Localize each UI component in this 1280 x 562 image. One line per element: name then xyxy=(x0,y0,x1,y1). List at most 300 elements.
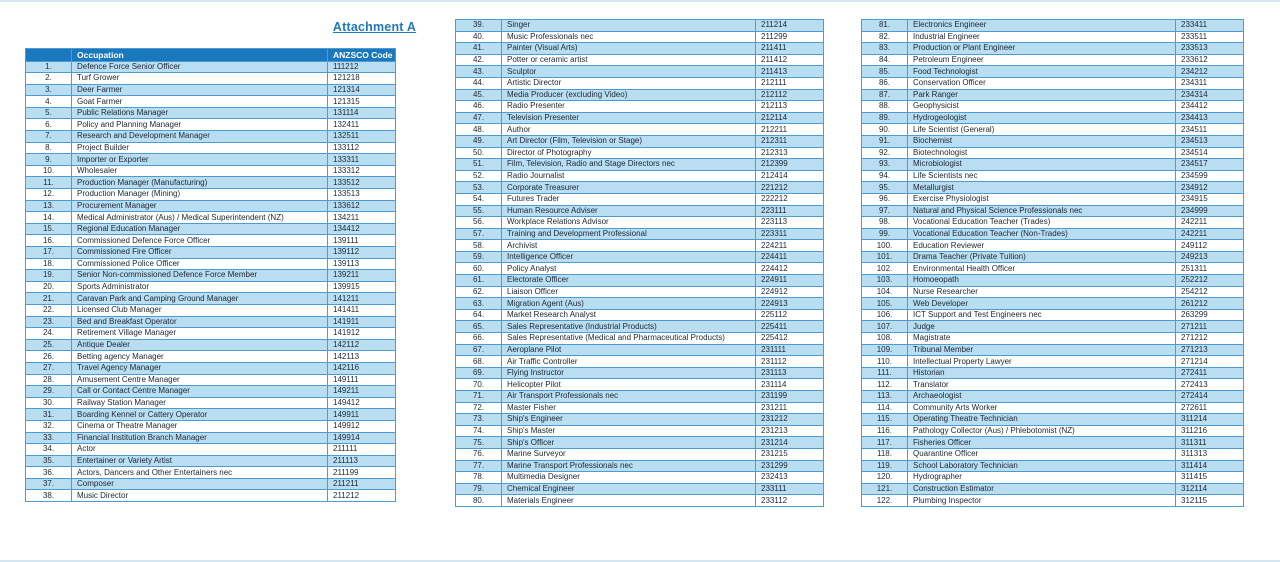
code-cell: 272611 xyxy=(1176,402,1244,414)
table-row xyxy=(456,483,824,495)
occupation-cell: Biochemist xyxy=(908,135,1176,147)
code-cell: 231199 xyxy=(756,391,824,403)
table-row xyxy=(862,251,1244,263)
row-number: 11. xyxy=(26,177,72,189)
table-row xyxy=(862,448,1244,460)
occupation-cell: Construction Estimator xyxy=(908,483,1176,495)
occupation-cell: Migration Agent (Aus) xyxy=(502,298,756,310)
occupation-cell: Sales Representative (Medical and Pharmaceutical Products) xyxy=(502,333,756,345)
occupation-cell: Entertainer or Variety Artist xyxy=(72,455,328,467)
occupation-cell: Park Ranger xyxy=(908,89,1176,101)
occupation-cell: Call or Contact Centre Manager xyxy=(72,386,328,398)
occupation-cell: Drama Teacher (Private Tuition) xyxy=(908,251,1176,263)
table-row xyxy=(26,73,396,85)
table-row xyxy=(862,20,1244,32)
table-row xyxy=(26,420,396,432)
row-number: 17. xyxy=(26,247,72,259)
table-row xyxy=(456,66,824,78)
occupation-cell: Metallurgist xyxy=(908,182,1176,194)
row-number: 69. xyxy=(456,367,502,379)
occupation-cell: Film, Television, Radio and Stage Directors nec xyxy=(502,159,756,171)
occupation-cell: Tribunal Member xyxy=(908,344,1176,356)
table-row xyxy=(862,367,1244,379)
code-cell: 134211 xyxy=(328,212,396,224)
table-row xyxy=(26,281,396,293)
table-row xyxy=(456,367,824,379)
code-cell: 111212 xyxy=(328,61,396,73)
occupation-cell: Operating Theatre Technician xyxy=(908,414,1176,426)
occupation-cell: Painter (Visual Arts) xyxy=(502,43,756,55)
code-cell: 234413 xyxy=(1176,112,1244,124)
code-cell: 211199 xyxy=(328,467,396,479)
code-cell: 132411 xyxy=(328,119,396,131)
row-number: 115. xyxy=(862,414,908,426)
row-number: 81. xyxy=(862,20,908,32)
code-cell: 139915 xyxy=(328,281,396,293)
code-cell: 263299 xyxy=(1176,309,1244,321)
row-number: 84. xyxy=(862,54,908,66)
occupation-cell: Travel Agency Manager xyxy=(72,362,328,374)
row-number: 51. xyxy=(456,159,502,171)
row-number: 6. xyxy=(26,119,72,131)
row-number: 104. xyxy=(862,286,908,298)
code-cell: 131114 xyxy=(328,107,396,119)
table-row xyxy=(26,397,396,409)
row-number: 107. xyxy=(862,321,908,333)
row-number: 39. xyxy=(456,20,502,32)
row-number: 26. xyxy=(26,351,72,363)
occupation-cell: Regional Education Manager xyxy=(72,223,328,235)
occupation-cell: Composer xyxy=(72,478,328,490)
occupation-cell: Policy and Planning Manager xyxy=(72,119,328,131)
table-row xyxy=(26,374,396,386)
row-number: 67. xyxy=(456,344,502,356)
table-header-row xyxy=(26,49,396,62)
occupation-cell: Ship's Engineer xyxy=(502,414,756,426)
occupation-cell: Natural and Physical Science Professionals nec xyxy=(908,205,1176,217)
code-cell: 233111 xyxy=(756,483,824,495)
code-cell: 311415 xyxy=(1176,472,1244,484)
table-row xyxy=(862,425,1244,437)
occupation-table-1 xyxy=(25,48,396,502)
table-row xyxy=(862,379,1244,391)
row-number: 121. xyxy=(862,483,908,495)
code-cell: 133311 xyxy=(328,154,396,166)
row-number: 45. xyxy=(456,89,502,101)
table-row xyxy=(456,414,824,426)
table-row xyxy=(26,212,396,224)
row-number: 77. xyxy=(456,460,502,472)
table-row xyxy=(862,391,1244,403)
occupation-cell: Actors, Dancers and Other Entertainers nec xyxy=(72,467,328,479)
code-cell: 133612 xyxy=(328,200,396,212)
row-number: 103. xyxy=(862,275,908,287)
table-row xyxy=(862,54,1244,66)
table-row xyxy=(862,275,1244,287)
code-cell: 211413 xyxy=(756,66,824,78)
code-cell: 233612 xyxy=(1176,54,1244,66)
row-number: 49. xyxy=(456,135,502,147)
occupation-cell: Aeroplane Pilot xyxy=(502,344,756,356)
code-cell: 231212 xyxy=(756,414,824,426)
code-cell: 251311 xyxy=(1176,263,1244,275)
occupation-cell: ICT Support and Test Engineers nec xyxy=(908,309,1176,321)
row-number: 82. xyxy=(862,31,908,43)
row-number: 64. xyxy=(456,309,502,321)
row-number: 54. xyxy=(456,193,502,205)
row-number: 47. xyxy=(456,112,502,124)
table-row xyxy=(26,84,396,96)
code-cell: 234412 xyxy=(1176,101,1244,113)
occupation-cell: Archivist xyxy=(502,240,756,252)
row-number: 62. xyxy=(456,286,502,298)
occupation-cell: Betting agency Manager xyxy=(72,351,328,363)
table-row xyxy=(862,460,1244,472)
code-cell: 212112 xyxy=(756,89,824,101)
occupation-cell: Chemical Engineer xyxy=(502,483,756,495)
table-row xyxy=(26,258,396,270)
row-number: 63. xyxy=(456,298,502,310)
row-number: 88. xyxy=(862,101,908,113)
code-cell: 223311 xyxy=(756,228,824,240)
occupation-cell: Geophysicist xyxy=(908,101,1176,113)
table-row xyxy=(456,135,824,147)
code-cell: 224211 xyxy=(756,240,824,252)
table-row xyxy=(26,351,396,363)
code-cell: 272411 xyxy=(1176,367,1244,379)
row-number: 60. xyxy=(456,263,502,275)
table-row xyxy=(456,147,824,159)
code-cell: 149912 xyxy=(328,420,396,432)
row-number: 9. xyxy=(26,154,72,166)
code-cell: 142116 xyxy=(328,362,396,374)
occupation-cell: Antique Dealer xyxy=(72,339,328,351)
row-number: 122. xyxy=(862,495,908,507)
table-row xyxy=(862,344,1244,356)
table-row xyxy=(456,20,824,32)
code-cell: 234513 xyxy=(1176,135,1244,147)
occupation-cell: Production Manager (Manufacturing) xyxy=(72,177,328,189)
row-number: 25. xyxy=(26,339,72,351)
table-row xyxy=(456,217,824,229)
table-row xyxy=(862,263,1244,275)
occupation-cell: Procurement Manager xyxy=(72,200,328,212)
row-number: 19. xyxy=(26,270,72,282)
code-cell: 233513 xyxy=(1176,43,1244,55)
code-cell: 231112 xyxy=(756,356,824,368)
occupation-cell: Railway Station Manager xyxy=(72,397,328,409)
code-cell: 141211 xyxy=(328,293,396,305)
table-row xyxy=(456,124,824,136)
occupation-cell: Ship's Officer xyxy=(502,437,756,449)
table-row xyxy=(862,321,1244,333)
table-row xyxy=(862,286,1244,298)
occupation-cell: Financial Institution Branch Manager xyxy=(72,432,328,444)
code-cell: 141911 xyxy=(328,316,396,328)
table-row xyxy=(456,495,824,507)
row-number: 48. xyxy=(456,124,502,136)
row-number: 65. xyxy=(456,321,502,333)
row-number: 90. xyxy=(862,124,908,136)
code-cell: 212111 xyxy=(756,77,824,89)
row-number: 24. xyxy=(26,328,72,340)
code-cell: 249112 xyxy=(1176,240,1244,252)
row-number: 73. xyxy=(456,414,502,426)
table-row xyxy=(26,107,396,119)
table-row xyxy=(456,321,824,333)
table-row xyxy=(456,54,824,66)
table-row xyxy=(862,472,1244,484)
occupation-cell: Licensed Club Manager xyxy=(72,304,328,316)
code-cell: 212399 xyxy=(756,159,824,171)
table-row xyxy=(26,200,396,212)
code-cell: 121315 xyxy=(328,96,396,108)
row-number: 78. xyxy=(456,472,502,484)
occupation-cell: Cinema or Theatre Manager xyxy=(72,420,328,432)
occupation-cell: Commissioned Police Officer xyxy=(72,258,328,270)
table-row xyxy=(26,409,396,421)
code-cell: 312114 xyxy=(1176,483,1244,495)
occupation-cell: Wholesaler xyxy=(72,165,328,177)
table-row xyxy=(862,124,1244,136)
row-number: 12. xyxy=(26,189,72,201)
code-cell: 211111 xyxy=(328,444,396,456)
occupation-cell: Policy Analyst xyxy=(502,263,756,275)
occupation-cell: Vocational Education Teacher (Trades) xyxy=(908,217,1176,229)
row-number: 29. xyxy=(26,386,72,398)
row-number: 83. xyxy=(862,43,908,55)
table-row xyxy=(862,205,1244,217)
table-row xyxy=(862,217,1244,229)
row-number: 108. xyxy=(862,333,908,345)
row-number: 52. xyxy=(456,170,502,182)
row-number: 1. xyxy=(26,61,72,73)
row-number: 41. xyxy=(456,43,502,55)
code-cell: 234314 xyxy=(1176,89,1244,101)
occupation-cell: Community Arts Worker xyxy=(908,402,1176,414)
occupation-cell: Vocational Education Teacher (Non-Trades) xyxy=(908,228,1176,240)
table-row xyxy=(26,189,396,201)
code-cell: 149211 xyxy=(328,386,396,398)
code-cell: 212113 xyxy=(756,101,824,113)
row-number: 98. xyxy=(862,217,908,229)
code-cell: 225112 xyxy=(756,309,824,321)
occupation-cell: Environmental Health Officer xyxy=(908,263,1176,275)
occupation-cell: Caravan Park and Camping Ground Manager xyxy=(72,293,328,305)
occupation-cell: Multimedia Designer xyxy=(502,472,756,484)
occupation-cell: Quarantine Officer xyxy=(908,448,1176,460)
code-cell: 234514 xyxy=(1176,147,1244,159)
table-row xyxy=(862,135,1244,147)
code-cell: 225411 xyxy=(756,321,824,333)
table-row xyxy=(26,177,396,189)
occupation-cell: Plumbing Inspector xyxy=(908,495,1176,507)
occupation-cell: Exercise Physiologist xyxy=(908,193,1176,205)
occupation-cell: Life Scientist (General) xyxy=(908,124,1176,136)
row-number: 13. xyxy=(26,200,72,212)
code-cell: 133513 xyxy=(328,189,396,201)
code-cell: 212414 xyxy=(756,170,824,182)
occupation-cell: Pathology Collector (Aus) / Phlebotomist (NZ) xyxy=(908,425,1176,437)
code-cell: 211214 xyxy=(756,20,824,32)
code-cell: 149911 xyxy=(328,409,396,421)
row-number: 95. xyxy=(862,182,908,194)
occupation-cell: Turf Grower xyxy=(72,73,328,85)
code-cell: 261212 xyxy=(1176,298,1244,310)
code-cell: 141411 xyxy=(328,304,396,316)
table-row xyxy=(862,159,1244,171)
occupation-cell: Actor xyxy=(72,444,328,456)
code-cell: 142113 xyxy=(328,351,396,363)
occupation-cell: School Laboratory Technician xyxy=(908,460,1176,472)
code-cell: 212114 xyxy=(756,112,824,124)
code-cell: 212313 xyxy=(756,147,824,159)
occupation-cell: Marine Transport Professionals nec xyxy=(502,460,756,472)
occupation-cell: Web Developer xyxy=(908,298,1176,310)
occupation-cell: Potter or ceramic artist xyxy=(502,54,756,66)
table-row xyxy=(862,356,1244,368)
table-row xyxy=(862,333,1244,345)
header-anzsco-code: ANZSCO Code xyxy=(328,49,396,62)
table-row xyxy=(862,402,1244,414)
row-number: 5. xyxy=(26,107,72,119)
code-cell: 249213 xyxy=(1176,251,1244,263)
code-cell: 133312 xyxy=(328,165,396,177)
code-cell: 212311 xyxy=(756,135,824,147)
occupation-cell: Bed and Breakfast Operator xyxy=(72,316,328,328)
code-cell: 231114 xyxy=(756,379,824,391)
occupation-table-2 xyxy=(455,19,824,507)
table-row xyxy=(862,31,1244,43)
table-row xyxy=(456,298,824,310)
table-row xyxy=(26,316,396,328)
table-row xyxy=(456,263,824,275)
row-number: 97. xyxy=(862,205,908,217)
table-row xyxy=(456,251,824,263)
code-cell: 211212 xyxy=(328,490,396,502)
code-cell: 133512 xyxy=(328,177,396,189)
row-number: 112. xyxy=(862,379,908,391)
row-number: 38. xyxy=(26,490,72,502)
code-cell: 225412 xyxy=(756,333,824,345)
occupation-cell: Production or Plant Engineer xyxy=(908,43,1176,55)
occupation-cell: Human Resource Adviser xyxy=(502,205,756,217)
row-number: 101. xyxy=(862,251,908,263)
occupation-cell: Archaeologist xyxy=(908,391,1176,403)
table-row xyxy=(26,328,396,340)
code-cell: 231113 xyxy=(756,367,824,379)
code-cell: 234999 xyxy=(1176,205,1244,217)
table-row xyxy=(456,402,824,414)
row-number: 109. xyxy=(862,344,908,356)
occupation-cell: Electronics Engineer xyxy=(908,20,1176,32)
row-number: 58. xyxy=(456,240,502,252)
row-number: 35. xyxy=(26,455,72,467)
table-row xyxy=(862,495,1244,507)
table-row xyxy=(456,333,824,345)
row-number: 71. xyxy=(456,391,502,403)
row-number: 72. xyxy=(456,402,502,414)
row-number: 22. xyxy=(26,304,72,316)
row-number: 33. xyxy=(26,432,72,444)
table-row xyxy=(862,228,1244,240)
table-row xyxy=(456,286,824,298)
occupation-cell: Deer Farmer xyxy=(72,84,328,96)
row-number: 3. xyxy=(26,84,72,96)
row-number: 43. xyxy=(456,66,502,78)
row-number: 53. xyxy=(456,182,502,194)
table-row xyxy=(456,31,824,43)
code-cell: 272413 xyxy=(1176,379,1244,391)
table-row xyxy=(862,298,1244,310)
occupation-cell: Director of Photography xyxy=(502,147,756,159)
row-number: 94. xyxy=(862,170,908,182)
code-cell: 222212 xyxy=(756,193,824,205)
table-row xyxy=(26,455,396,467)
occupation-cell: Nurse Researcher xyxy=(908,286,1176,298)
code-cell: 231213 xyxy=(756,425,824,437)
row-number: 27. xyxy=(26,362,72,374)
table-row xyxy=(456,182,824,194)
table-row xyxy=(456,228,824,240)
occupation-cell: Radio Journalist xyxy=(502,170,756,182)
table-row xyxy=(456,356,824,368)
row-number: 14. xyxy=(26,212,72,224)
table-row xyxy=(26,270,396,282)
occupation-cell: Television Presenter xyxy=(502,112,756,124)
occupation-cell: Medical Administrator (Aus) / Medical Superintendent (NZ) xyxy=(72,212,328,224)
code-cell: 311313 xyxy=(1176,448,1244,460)
occupation-cell: Commissioned Defence Force Officer xyxy=(72,235,328,247)
occupation-cell: Hydrogeologist xyxy=(908,112,1176,124)
occupation-cell: Air Transport Professionals nec xyxy=(502,391,756,403)
occupation-table-2-grid xyxy=(455,19,824,507)
table-row xyxy=(456,159,824,171)
row-number: 116. xyxy=(862,425,908,437)
code-cell: 121314 xyxy=(328,84,396,96)
code-cell: 254212 xyxy=(1176,286,1244,298)
table-row xyxy=(26,223,396,235)
occupation-cell: Author xyxy=(502,124,756,136)
table-row xyxy=(26,293,396,305)
occupation-cell: Marine Surveyor xyxy=(502,448,756,460)
occupation-cell: Senior Non-commissioned Defence Force Member xyxy=(72,270,328,282)
row-number: 118. xyxy=(862,448,908,460)
code-cell: 312115 xyxy=(1176,495,1244,507)
occupation-cell: Futures Trader xyxy=(502,193,756,205)
occupation-cell: Petroleum Engineer xyxy=(908,54,1176,66)
table-row xyxy=(456,460,824,472)
code-cell: 234912 xyxy=(1176,182,1244,194)
occupation-table-3 xyxy=(861,19,1244,507)
code-cell: 234311 xyxy=(1176,77,1244,89)
row-number: 4. xyxy=(26,96,72,108)
occupation-cell: Helicopter Pilot xyxy=(502,379,756,391)
table-row xyxy=(456,112,824,124)
table-row xyxy=(862,89,1244,101)
occupation-cell: Conservation Officer xyxy=(908,77,1176,89)
table-row xyxy=(456,437,824,449)
attachment-title: Attachment A xyxy=(332,20,417,34)
occupation-cell: Commissioned Fire Officer xyxy=(72,247,328,259)
row-number: 32. xyxy=(26,420,72,432)
code-cell: 221212 xyxy=(756,182,824,194)
code-cell: 233411 xyxy=(1176,20,1244,32)
code-cell: 139111 xyxy=(328,235,396,247)
table-row xyxy=(456,425,824,437)
row-number: 111. xyxy=(862,367,908,379)
row-number: 99. xyxy=(862,228,908,240)
